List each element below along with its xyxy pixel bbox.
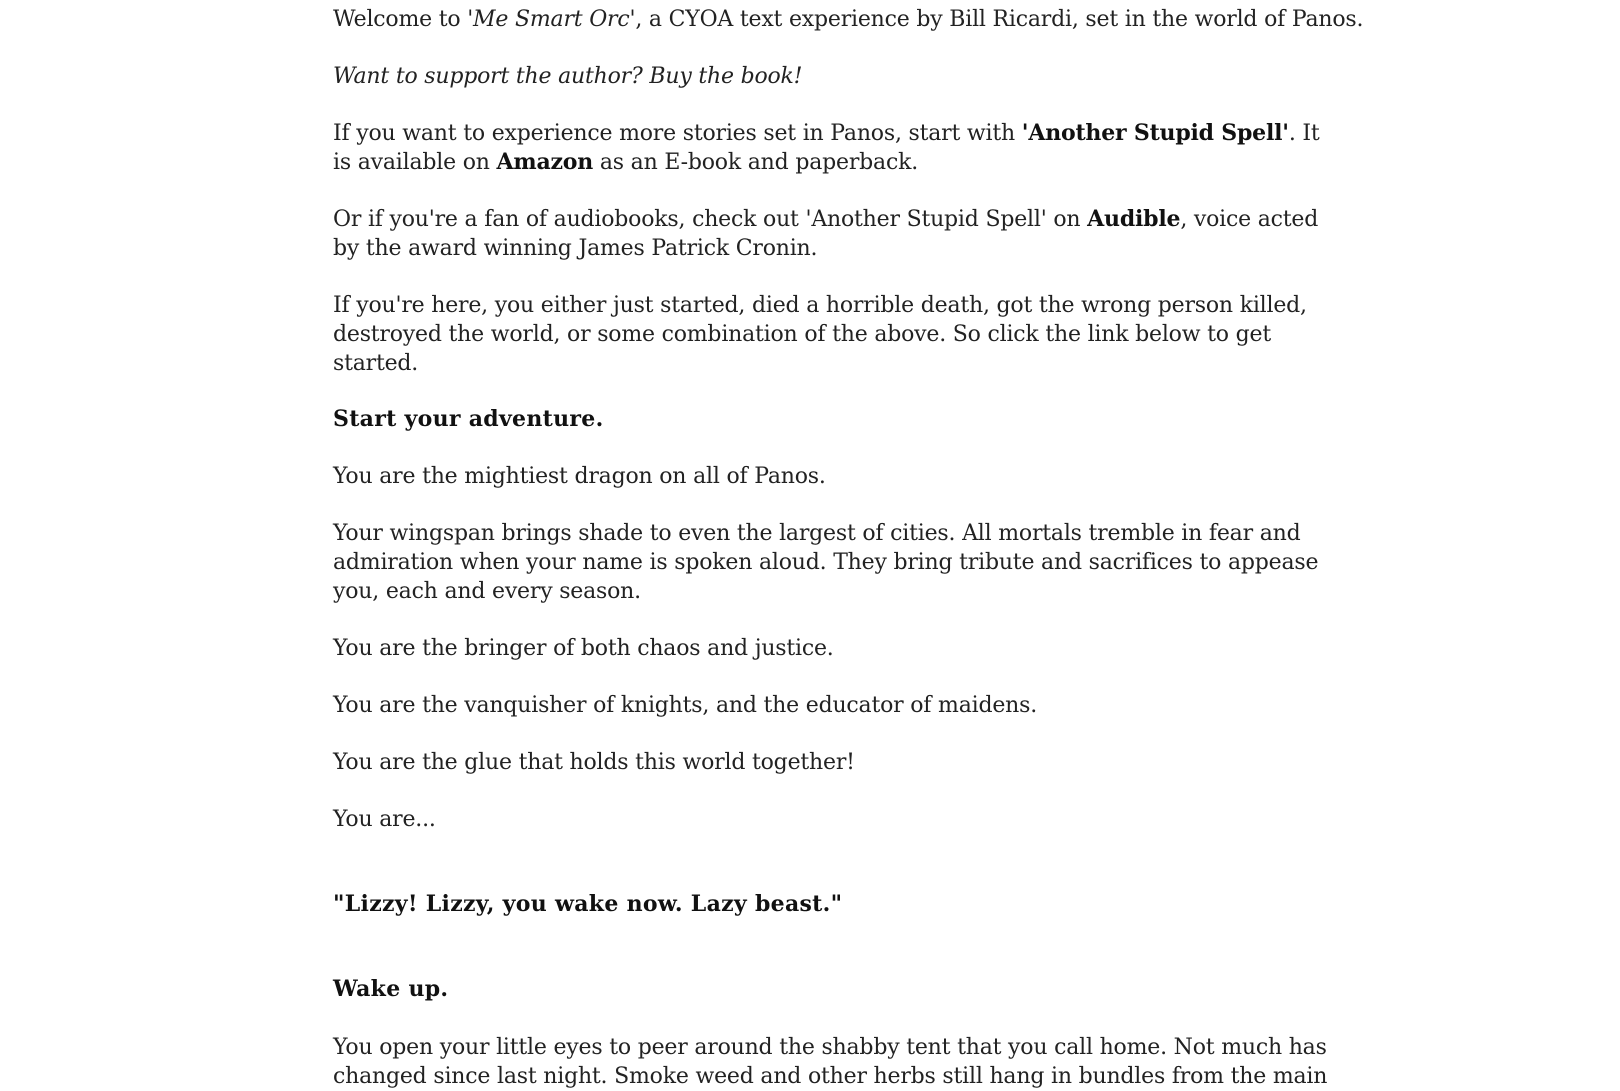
books-paragraph [333,119,1333,177]
lizzy-wake-link[interactable]: "Lizzy! Lizzy, you wake now. Lazy beast." [333,891,843,917]
welcome-suffix: , a CYOA text experience by Bill Ricardi, set in the world of Panos. [635,7,1364,32]
books-suffix: as an E-book and paperback. [593,150,918,175]
welcome-prefix: Welcome to [333,7,468,32]
start-adventure-link[interactable]: Start your adventure. [333,406,604,432]
amazon-link[interactable]: Amazon [496,149,594,175]
game-title: 'Me Smart Orc' [467,7,636,32]
audible-paragraph [333,205,1333,263]
story-line-you-are: You are... [333,807,436,832]
books-mid: . It is available on [333,121,1320,175]
audible-prefix: Or if you're a fan of audiobooks, check out 'Another Stupid Spell' on [333,207,1088,232]
audible-suffix: , voice acted by the award winning James Patrick Cronin. [333,207,1319,261]
welcome-text [333,5,1363,34]
story-line-glue: You are the glue that holds this world together! [333,750,855,775]
story-line-chaos: You are the bringer of both chaos and justice. [333,636,834,661]
wake-up-link[interactable]: Wake up. [333,976,449,1002]
support-author-text: Want to support the author? Buy the book! [333,64,803,89]
story-line-open-eyes: You open your little eyes to peer around the shabby tent that you call home. Not much has changed since last night. Smoke weed and other herbs still hang in bundles from the main [333,1035,1328,1089]
get-started-paragraph: If you're here, you either just started, died a horrible death, got the wrong person killed, destroyed the world, or some combination of the above. So click the link below to get started. [333,293,1307,376]
story-line-mightiest: You are the mightiest dragon on all of Panos. [333,464,826,489]
another-stupid-spell-link[interactable]: 'Another Stupid Spell' [1021,120,1289,146]
story-line-vanquisher: You are the vanquisher of knights, and the educator of maidens. [333,693,1038,718]
books-prefix: If you want to experience more stories set in Panos, start with [333,121,1022,146]
audible-link[interactable]: Audible [1087,206,1181,232]
story-line-wingspan: Your wingspan brings shade to even the largest of cities. All mortals tremble in fear and admiration when your name is spoken aloud. They bring tribute and sacrifices to appease you, each and every season. [333,521,1319,604]
